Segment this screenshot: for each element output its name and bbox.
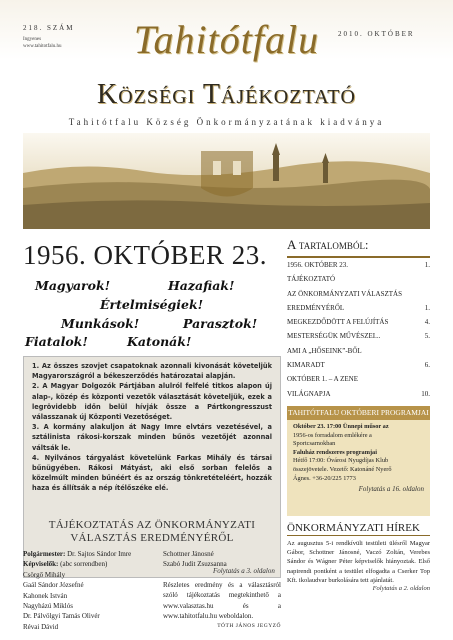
masthead xyxy=(0,0,453,230)
event-line: Hétfő 17:00: Óvárosi Nyugdíjas Klub xyxy=(293,457,389,465)
slogan: Katonák! xyxy=(127,334,192,349)
events-box xyxy=(287,406,430,516)
representative-name: Kahonek István xyxy=(23,591,68,600)
toc-item[interactable] xyxy=(287,258,430,272)
leaflet-point: 4. Nyilvános tárgyalást követelünk Farkas Mihály és társai bűnügyében. Rákosi Mátyást, aki első sorban felelős a közelmúlt minden bűnéért és az ország tönkretételéért, hozzák haza és állítsák a nép ítélőszéke elé. xyxy=(32,453,272,493)
table-of-contents xyxy=(287,258,430,401)
mayor-label: Polgármester: xyxy=(23,550,66,558)
lead-continuation: Folytatás a 3. oldalon xyxy=(213,567,275,575)
price-line: Ingyenes xyxy=(23,37,42,42)
toc-label: MESTERSÉGÜK MŰVÉSZEI... xyxy=(287,332,381,341)
toc-page: 4. xyxy=(424,318,430,327)
slogan: Fiatalok! xyxy=(25,334,88,349)
representative-name: Gaál Sándor Józsefné xyxy=(23,581,84,590)
issue-number: 218. SZÁM xyxy=(23,24,75,32)
event-line: összejövetele. Vezető: Katonáné Nyerő xyxy=(293,465,392,473)
election-notice xyxy=(23,519,281,632)
slogan: Parasztok! xyxy=(183,316,258,331)
toc-item[interactable] xyxy=(287,344,430,358)
town-panorama-image xyxy=(23,133,430,229)
events-body xyxy=(287,420,430,497)
events-continuation: Folytatás a 16. oldalon xyxy=(358,485,424,494)
toc-heading: A tartalomból: xyxy=(287,237,430,258)
toc-item[interactable] xyxy=(287,329,430,343)
toc-label: TÁJÉKOZTATÓ xyxy=(287,275,336,284)
toc-item[interactable] xyxy=(287,287,430,301)
toc-page: 1. xyxy=(424,303,430,312)
election-heading: TÁJÉKOZTATÁS AZ ÖNKORMÁNYZATI VÁLASZTÁS EREDMÉNYÉRŐL xyxy=(48,519,256,544)
toc-page: 5. xyxy=(424,332,430,341)
website: www.tahitotfalu.hu xyxy=(23,44,62,49)
slogan: Munkások! xyxy=(61,316,140,331)
election-columns xyxy=(23,549,281,632)
slogan: Magyarok! xyxy=(35,278,111,293)
event-line: Október 23. 17:00 Ünnepi műsor az xyxy=(293,423,389,430)
town-name: Tahitótfalu xyxy=(133,17,320,62)
slogan: Értelmiségiek! xyxy=(100,297,204,312)
council-news xyxy=(287,522,430,592)
newspaper-subtitle: Tahitótfalu Község Önkormányzatának kiadványa xyxy=(68,117,385,127)
toc-label: MEGKEZDŐDÖTT A FELÚJÍTÁS xyxy=(287,318,389,327)
representative-name: Nagyházú Miklós xyxy=(23,602,73,611)
toc-item[interactable] xyxy=(287,358,430,372)
lead-article-title: 1956. OKTÓBER 23. xyxy=(23,240,267,270)
mayor-name: Dr. Sajtos Sándor Imre xyxy=(67,550,132,558)
toc-page: 1. xyxy=(424,261,430,269)
representative-name: Schottner Jánosné xyxy=(163,550,214,558)
toc-label: KIMARADT xyxy=(287,361,325,370)
election-right-column xyxy=(163,549,281,632)
event-line: Ágnes. +36-20/225 1773 xyxy=(293,474,356,482)
issue-date: 2010. OKTÓBER xyxy=(338,30,415,38)
toc-label: VILÁGNAPJA xyxy=(287,389,331,398)
events-heading: TAHITÓTFALU OKTÓBERI PROGRAMJAI xyxy=(287,406,430,420)
representatives-label: Képviselők: xyxy=(23,560,59,569)
council-continuation: Folytatás a 2. oldalon xyxy=(372,585,430,593)
signature: TÓTH JÁNOS JEGYZŐ xyxy=(217,623,281,630)
toc-label: OKTÓBER 1. – A ZENE xyxy=(287,375,358,384)
newspaper-title: Községi Tájékoztató xyxy=(97,79,356,110)
toc-label: AMI A „HŐSEINK”-BŐL xyxy=(287,346,362,355)
event-line: 1956-os forradalom emlékére a xyxy=(293,431,372,439)
representative-name: Dr. Pálvölgyi Tamás Olivér xyxy=(23,612,100,621)
event-line: Faluház rendszeres programjai xyxy=(293,448,377,456)
leaflet-point: 2. A Magyar Dolgozók Pártjában alulról felfelé titkos alapon új alap-, közép és központi vezetők választását követeljük, ezek a legrövidebb időn belül hívják össze a Pártkongresszust válasszanak új Központi Vezetőséget. xyxy=(32,382,272,422)
representatives-note: (abc sorrendben) xyxy=(60,560,108,569)
event-line: Sportcsarnokban xyxy=(293,440,336,448)
leaflet-point: 3. A kormány alakuljon át Nagy Imre elvtárs vezetésével, a sztálinista rákosi-korszak minden bűnös vezetőjét azonnal váltsák le. xyxy=(32,423,272,452)
toc-page: 10. xyxy=(421,389,430,398)
toc-item[interactable] xyxy=(287,372,430,386)
representative-name: Szabó Judit Zsuzsanna xyxy=(163,560,227,569)
representative-name: Révai Dávid xyxy=(23,622,59,631)
leaflet-point: 1. Az összes szovjet csapatoknak azonnali kivonását követeljük Magyarországról a békeszerződés határozatai alapján. xyxy=(32,362,272,381)
election-left-column xyxy=(23,549,163,632)
council-heading: ÖNKORMÁNYZATI HÍREK xyxy=(287,522,430,536)
toc-label: EREDMÉNYÉRŐL xyxy=(287,303,345,312)
leaflet-text xyxy=(24,357,280,498)
toc-item[interactable] xyxy=(287,301,430,315)
toc-item[interactable] xyxy=(287,315,430,329)
toc-item[interactable] xyxy=(287,272,430,286)
toc-label: AZ ÖNKORMÁNYZATI VÁLASZTÁS xyxy=(287,289,402,298)
toc-item[interactable] xyxy=(287,387,430,401)
representative-name: Csörgő Mihály xyxy=(23,570,66,579)
council-body: Az augusztus 5-i rendkívüli testületi ülésről Magyar Gábor, Schottner Jánosné, Vaczó Zoltán, Verebes Sándor és Wágner Péter képviselők hiányoztak. Első napirendi pontként a testület elfogadta a Cserker Top Kft. ikolaudvar burkolására tett ajánlatát. xyxy=(287,540,430,584)
slogan: Hazafiak! xyxy=(168,278,235,293)
toc-label: 1956. OKTÓBER 23. xyxy=(287,261,349,269)
toc-page: 6. xyxy=(424,361,430,370)
election-details: Részletes eredmény és a választásról szóló tájékoztatás megtekinthető a www.valasztas.hu és a www.tahitotfalu.hu weboldalon. xyxy=(163,580,281,621)
